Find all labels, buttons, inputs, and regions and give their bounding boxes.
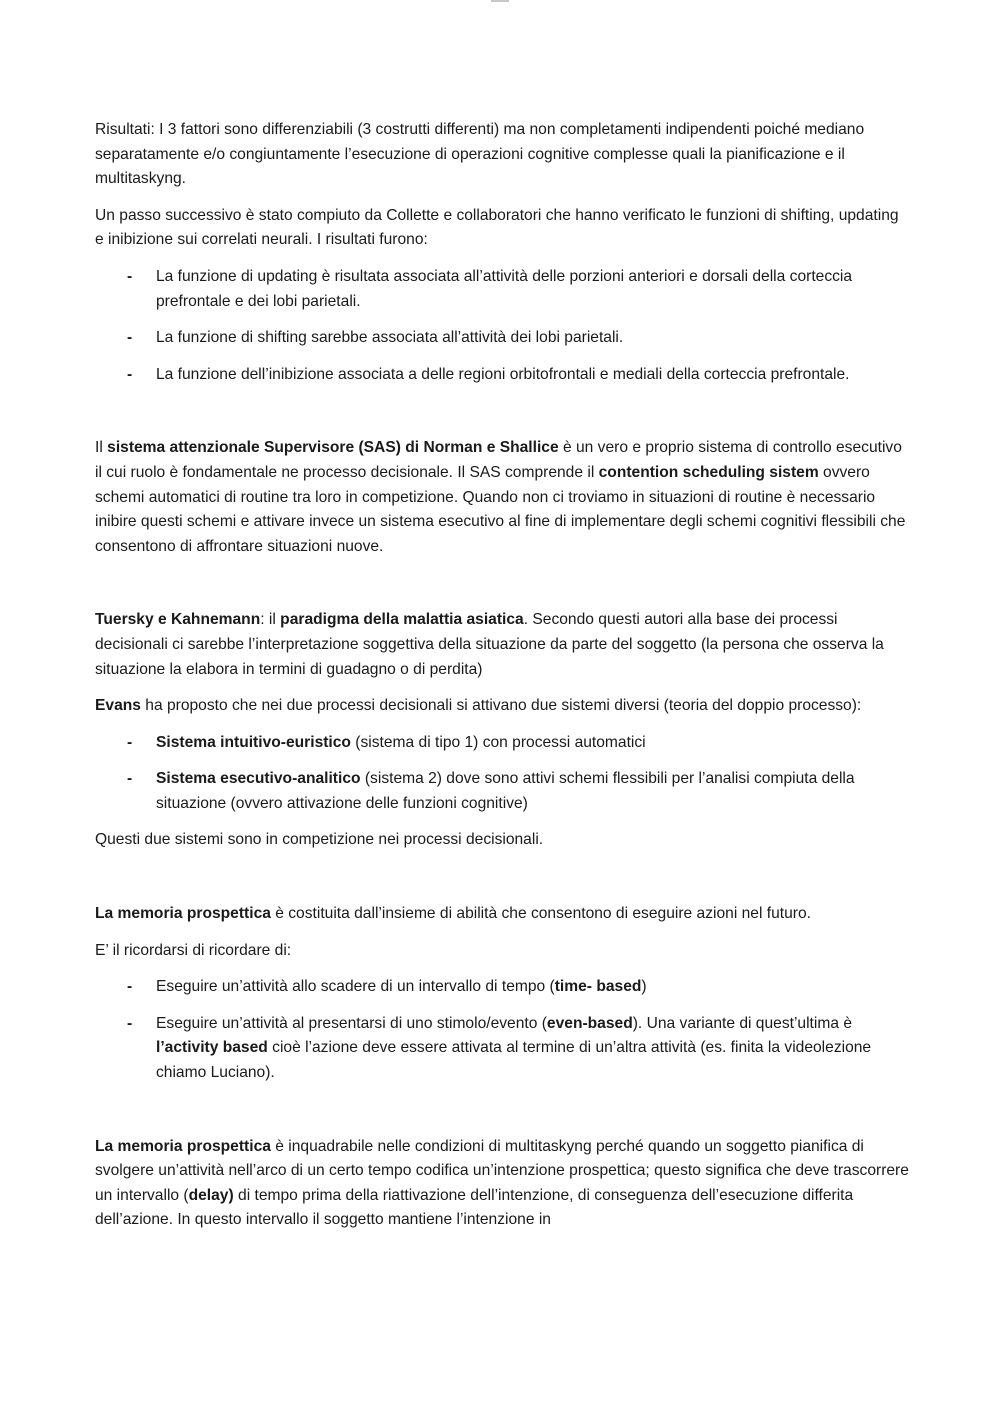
bold-term: La memoria prospettica [95, 905, 271, 923]
bold-term: contention scheduling sistem [598, 463, 819, 481]
bold-term: l’activity based [156, 1039, 268, 1057]
dash-bullet-icon: - [127, 733, 133, 751]
text: è inquadrabile nelle condizioni di multitaskyng perché quando un soggetto pianifica di svolgere un’attività nell’arco di un certo tempo codifica un’intenzione prospettica; questo significa che deve trascorrere un intervallo ( [95, 1137, 909, 1204]
dash-bullet-icon: - [127, 329, 133, 347]
dash-bullet-icon: - [127, 1014, 133, 1032]
spacer [95, 1098, 910, 1135]
document-page [95, 118, 910, 1245]
list-item [95, 731, 910, 756]
list-item-text: (sistema 2) dove sono attivi schemi flessibili per l’analisi compiuta della situazione (ovvero attivazione delle funzioni cognitive) [156, 770, 855, 812]
text: è costituita dall’insieme di abilità che consentono di eseguire azioni nel futuro. [270, 905, 811, 923]
text: : il [260, 611, 281, 629]
text: ) [641, 978, 647, 996]
text: ovvero schemi automatici di routine tra loro in competizione. Quando non ci troviamo in situazioni di routine è necessario inibire questi schemi e attivare invece un sistema esecutivo al fine di implementare degli schemi cognitivi flessibili che consentono di affrontare situazioni nuove. [95, 463, 906, 555]
list-item [95, 1012, 910, 1086]
paragraph-memoria-prospettica [95, 902, 910, 927]
dash-bullet-icon: - [127, 267, 133, 285]
bold-term: paradigma della malattia asiatica [280, 611, 524, 629]
list-item [95, 326, 910, 351]
list-sistemi [95, 731, 910, 817]
paragraph-collette: Un passo successivo è stato compiuto da Collette e collaboratori che hanno verificato le funzioni di shifting, updating e inibizione sui correlati neurali. I risultati furono: [95, 206, 899, 249]
list-correlati-neurali [95, 265, 910, 387]
bold-term: even-based [546, 1014, 633, 1032]
list-item [95, 363, 910, 388]
text: Eseguire un’attività al presentarsi di uno stimolo/evento ( [156, 1014, 547, 1032]
bold-term: delay) [188, 1186, 234, 1204]
paragraph-competizione: Questi due sistemi sono in competizione nei processi decisionali. [95, 831, 544, 849]
spacer [95, 571, 910, 608]
dash-bullet-icon: - [127, 365, 133, 383]
bold-term: time- based [554, 978, 642, 996]
list-item-text: La funzione di shifting sarebbe associata all’attività dei lobi parietali. [156, 329, 624, 347]
bold-term: La memoria prospettica [95, 1137, 271, 1155]
dash-bullet-icon: - [127, 770, 133, 788]
text: Eseguire un’attività allo scadere di un intervallo di tempo ( [156, 978, 555, 996]
text: di tempo prima della riattivazione dell’intenzione, di conseguenza dell’esecuzione differita dell’azione. In questo intervallo il soggetto mantiene l’intenzione in [95, 1186, 854, 1229]
bold-term: sistema attenzionale Supervisore (SAS) di Norman e Shallice [107, 439, 559, 457]
text: ). Una variante di quest’ultima è [632, 1014, 853, 1032]
paragraph-evans [95, 694, 910, 719]
list-item-text: La funzione di updating è risultata associata all’attività delle porzioni anteriori e dorsali della corteccia prefrontale e dei lobi parietali. [156, 267, 853, 310]
list-item [95, 767, 910, 816]
text: Il [95, 439, 108, 457]
paragraph-risultati: Risultati: I 3 fattori sono differenziabili (3 costrutti differenti) ma non completamenti indipendenti poiché mediano separatamente e/o congiuntamente l’esecuzione di operazioni cognitive complesse quali la pianificazione e il multitaskyng. [95, 121, 865, 188]
bold-term: Sistema intuitivo-euristico [156, 733, 351, 751]
list-item-text: (sistema di tipo 1) con processi automatici [350, 733, 646, 751]
paragraph-ricordarsi: E’ il ricordarsi di ricordare di: [95, 941, 292, 959]
paragraph-tuersky [95, 608, 910, 682]
list-based [95, 975, 910, 1085]
paragraph-sas [95, 436, 910, 559]
text: cioè l’azione deve essere attivata al termine di un’altra attività (es. finita la videolezione chiamo Luciano). [156, 1039, 872, 1082]
dash-bullet-icon: - [127, 978, 133, 996]
list-item [95, 265, 910, 314]
spacer [95, 865, 910, 902]
bold-term: Tuersky e Kahnemann [95, 611, 261, 629]
text: è un vero e proprio sistema di controllo esecutivo il cui ruolo è fondamentale ne processo decisionale. Il SAS comprende il [95, 439, 902, 481]
bold-term: Evans [95, 697, 141, 715]
spacer [95, 399, 910, 436]
text: . Secondo questi autori alla base dei processi decisionali ci sarebbe l’interpretazione soggettiva della situazione da parte del soggetto (la persona che osserva la situazione la elabora in termini di guadagno o di perdita) [95, 611, 884, 678]
list-item [95, 975, 910, 1000]
header-mark [491, 0, 509, 2]
bold-term: Sistema esecutivo-analitico [156, 770, 361, 788]
text: ha proposto che nei due processi decisionali si attivano due sistemi diversi (teoria del doppio processo): [140, 697, 862, 715]
list-item-text: La funzione dell’inibizione associata a delle regioni orbitofrontali e mediali della corteccia prefrontale. [156, 365, 850, 383]
paragraph-memoria-multitasking [95, 1135, 910, 1233]
